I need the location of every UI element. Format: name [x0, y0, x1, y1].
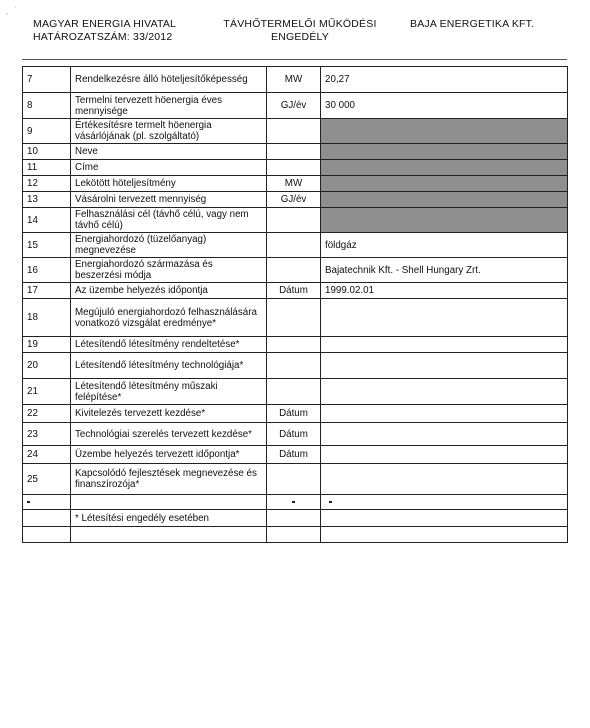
table-row [23, 283, 568, 299]
license-data-table [22, 66, 568, 543]
row-value: 1999.02.01 [321, 283, 568, 299]
table-row [23, 192, 568, 208]
header-title-line2: ENGEDÉLY [270, 31, 329, 43]
header-document-title [220, 18, 380, 44]
row-number: 9 [23, 119, 71, 144]
row-number: 21 [23, 379, 71, 405]
row-unit [267, 144, 321, 160]
row-number: 20 [23, 353, 71, 379]
table-row [23, 160, 568, 176]
row-number: 7 [23, 67, 71, 93]
table-row-blank [23, 495, 568, 510]
row-value [321, 119, 568, 144]
row-value: földgáz [321, 233, 568, 258]
row-label: Létesítendő létesítmény műszaki felépítése* [71, 379, 267, 405]
header-decision-number: HATÁROZATSZÁM: 33/2012 [33, 31, 173, 43]
table-row [23, 144, 568, 160]
row-label: Vásárolni tervezett mennyiség [71, 192, 267, 208]
row-number: 10 [23, 144, 71, 160]
table-row [23, 446, 568, 464]
table-row [23, 258, 568, 283]
blank-cell [71, 495, 267, 510]
blank-cell [321, 510, 568, 527]
row-value [321, 144, 568, 160]
table-row [23, 176, 568, 192]
blank-cell [23, 527, 71, 543]
row-label: Energiahordozó (tüzelőanyag) megnevezése [71, 233, 267, 258]
row-label: Kapcsolódó fejlesztések megnevezése és finanszírozója* [71, 464, 267, 495]
row-label: Címe [71, 160, 267, 176]
row-number: 17 [23, 283, 71, 299]
row-number: 25 [23, 464, 71, 495]
row-label: Létesítendő létesítmény technológiája* [71, 353, 267, 379]
row-label: Technológiai szerelés tervezett kezdése* [71, 423, 267, 446]
row-label: Az üzembe helyezés időpontja [71, 283, 267, 299]
blank-cell [71, 527, 267, 543]
row-number: 14 [23, 208, 71, 233]
blank-cell [267, 527, 321, 543]
row-label: Felhasználási cél (távhő célú, vagy nem távhő célú) [71, 208, 267, 233]
row-unit [267, 258, 321, 283]
row-value [321, 405, 568, 423]
table-footer [23, 495, 568, 543]
row-unit: MW [267, 67, 321, 93]
blank-cell [267, 510, 321, 527]
row-number: 24 [23, 446, 71, 464]
table-row [23, 353, 568, 379]
row-value [321, 337, 568, 353]
row-label: Értékesítésre termelt höenergia vásárlójának (pl. szolgáltató) [71, 119, 267, 144]
row-value: 20,27 [321, 67, 568, 93]
table-row [23, 93, 568, 119]
table-row [23, 379, 568, 405]
row-label: Lekötött höteljesítmény [71, 176, 267, 192]
row-unit [267, 208, 321, 233]
table-row [23, 299, 568, 337]
row-value: 30 000 [321, 93, 568, 119]
table-row [23, 464, 568, 495]
row-unit [267, 160, 321, 176]
header-authority-name: MAGYAR ENERGIA HIVATAL [33, 18, 177, 30]
row-number: 16 [23, 258, 71, 283]
row-unit: Dátum [267, 423, 321, 446]
header-divider [22, 59, 567, 60]
scan-speck: · [14, 4, 17, 11]
blank-cell [321, 495, 568, 510]
row-unit: Dátum [267, 446, 321, 464]
row-number: 15 [23, 233, 71, 258]
table-row [23, 405, 568, 423]
row-value [321, 192, 568, 208]
table-body [23, 67, 568, 495]
row-number: 11 [23, 160, 71, 176]
row-unit: Dátum [267, 405, 321, 423]
blank-cell [267, 495, 321, 510]
scan-speck: , [6, 9, 8, 16]
row-label: Termelni tervezett höenergia éves mennyisége [71, 93, 267, 119]
row-value [321, 446, 568, 464]
table-row [23, 337, 568, 353]
row-number: 13 [23, 192, 71, 208]
row-value [321, 299, 568, 337]
row-value [321, 423, 568, 446]
row-unit [267, 299, 321, 337]
row-label: Energiahordozó származása és beszerzési módja [71, 258, 267, 283]
row-unit [267, 464, 321, 495]
row-label: Rendelkezésre álló höteljesítőképesség [71, 67, 267, 93]
row-value [321, 208, 568, 233]
row-unit: Dátum [267, 283, 321, 299]
row-label: Üzembe helyezés tervezett időpontja* [71, 446, 267, 464]
header-company-name: BAJA ENERGETIKA KFT. [410, 18, 535, 30]
row-unit: GJ/év [267, 93, 321, 119]
row-number: 22 [23, 405, 71, 423]
row-value [321, 464, 568, 495]
table-row-blank [23, 527, 568, 543]
footnote-text: * Létesítési engedély esetében [71, 510, 267, 527]
row-value [321, 176, 568, 192]
header-title-line1: TÁVHŐTERMELŐI MŰKÖDÉSI [223, 18, 377, 30]
table-row-footnote [23, 510, 568, 527]
table-row [23, 233, 568, 258]
blank-cell [23, 495, 71, 510]
row-unit [267, 119, 321, 144]
blank-cell [321, 527, 568, 543]
row-number: 18 [23, 299, 71, 337]
row-value [321, 379, 568, 405]
row-unit [267, 337, 321, 353]
row-label: Neve [71, 144, 267, 160]
table-row [23, 423, 568, 446]
row-label: Megújuló energiahordozó felhasználására vonatkozó vizsgálat eredménye* [71, 299, 267, 337]
row-number: 8 [23, 93, 71, 119]
header-authority [33, 18, 176, 44]
table-row [23, 208, 568, 233]
table-row [23, 119, 568, 144]
row-unit [267, 353, 321, 379]
row-number: 19 [23, 337, 71, 353]
blank-cell [23, 510, 71, 527]
row-number: 23 [23, 423, 71, 446]
row-unit [267, 233, 321, 258]
row-value [321, 160, 568, 176]
row-label: Kivitelezés tervezett kezdése* [71, 405, 267, 423]
row-value [321, 353, 568, 379]
row-number: 12 [23, 176, 71, 192]
table-row [23, 67, 568, 93]
row-unit [267, 379, 321, 405]
row-label: Létesítendő létesítmény rendeltetése* [71, 337, 267, 353]
row-unit: MW [267, 176, 321, 192]
row-unit: GJ/év [267, 192, 321, 208]
row-value: Bajatechnik Kft. - Shell Hungary Zrt. [321, 258, 568, 283]
